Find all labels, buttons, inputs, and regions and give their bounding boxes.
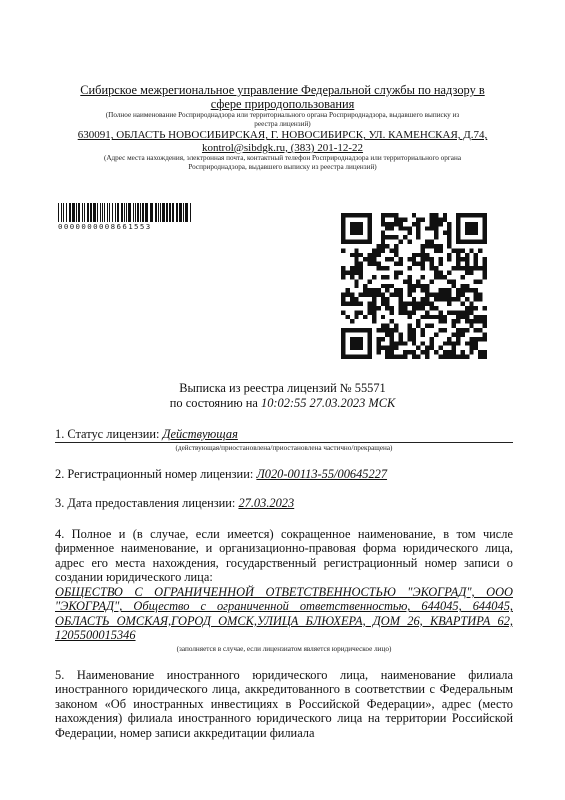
extract-heading [55, 381, 510, 410]
extract-date-value: 10:02:55 27.03.2023 МСК [261, 395, 396, 410]
status-value: Действующая [162, 427, 238, 441]
org-label: 4. Полное и (в случае, если имеется) сокращенное наименование, в том числе фирменное наименование, и организационно-правовая форма юридического лица, адрес его места нахождения, государственный регистрационный номер записи о создании юридического лица: [55, 527, 513, 585]
qr-code-image [341, 213, 487, 359]
foreign-entity-label: 5. Наименование иностранного юридического лица, наименование филиала иностранного юридического лица, аккредитованного в соответствии с Федеральным законом «Об иностранных инвестициях в Российской Федерации», адрес (место нахождения) филиала иностранного юридического лица на территории Российской Федерации, номер записи аккредитации филиала [55, 668, 513, 740]
extract-date-prefix: по состоянию на [169, 395, 258, 410]
authority-name-line1: Сибирское межрегиональное управление Федеральной службы по надзору в [80, 83, 485, 97]
issue-date-value: 27.03.2023 [238, 496, 295, 510]
extract-date-line [55, 396, 510, 411]
barcode-image [58, 203, 191, 222]
status-label: 1. Статус лицензии: [55, 427, 160, 441]
barcode-number: 0000000008661553 [58, 222, 152, 231]
authority-address: 630091, ОБЛАСТЬ НОВОСИБИРСКАЯ, Г. НОВОСИБИРСК, УЛ. КАМЕНСКАЯ, Д.74, [77, 129, 488, 142]
issuer-header [55, 83, 510, 172]
regnum-label: 2. Регистрационный номер лицензии: [55, 467, 254, 481]
regnum-value: Л020-00113-55/00645227 [256, 467, 388, 481]
field-status [55, 427, 513, 441]
field-registration-number [55, 467, 513, 481]
authority-name-line2: сфере природопользования [210, 97, 355, 111]
authority-name-note: (Полное наименование Росприроднадзора или территориального органа Росприроднадзора, выдавшего выписку из реестра лицензий) [105, 111, 460, 128]
status-note: (действующая/приостановлена/приостановлена частично/прекращена) [175, 444, 393, 452]
org-value: ОБЩЕСТВО С ОГРАНИЧЕННОЙ ОТВЕТСТВЕННОСТЬЮ "ЭКОГРАД", ООО "ЭКОГРАД", Общество с ограниченной ответственностью, 644045, 644045, ОБЛАСТЬ ОМСКАЯ,ГОРОД ОМСК,УЛИЦА БЛЮХЕРА, ДОМ 26, КВАРТИРА 62, 1205500015346 [55, 585, 513, 643]
status-underline [55, 442, 513, 443]
org-note: (заполняется в случае, если лицензиатом является юридическое лицо) [176, 645, 392, 653]
authority-contact: kontrol@sibdgk.ru, (383) 201-12-22 [201, 141, 364, 154]
extract-title: Выписка из реестра лицензий № 55571 [179, 381, 386, 395]
authority-address-note: (Адрес места нахождения, электронная почта, контактный телефон Росприроднадзора или территориального органа Росприроднадзора, выдавшего выписку из реестра лицензий) [103, 154, 462, 171]
field-issue-date [55, 496, 513, 510]
issue-date-label: 3. Дата предоставления лицензии: [55, 496, 236, 510]
